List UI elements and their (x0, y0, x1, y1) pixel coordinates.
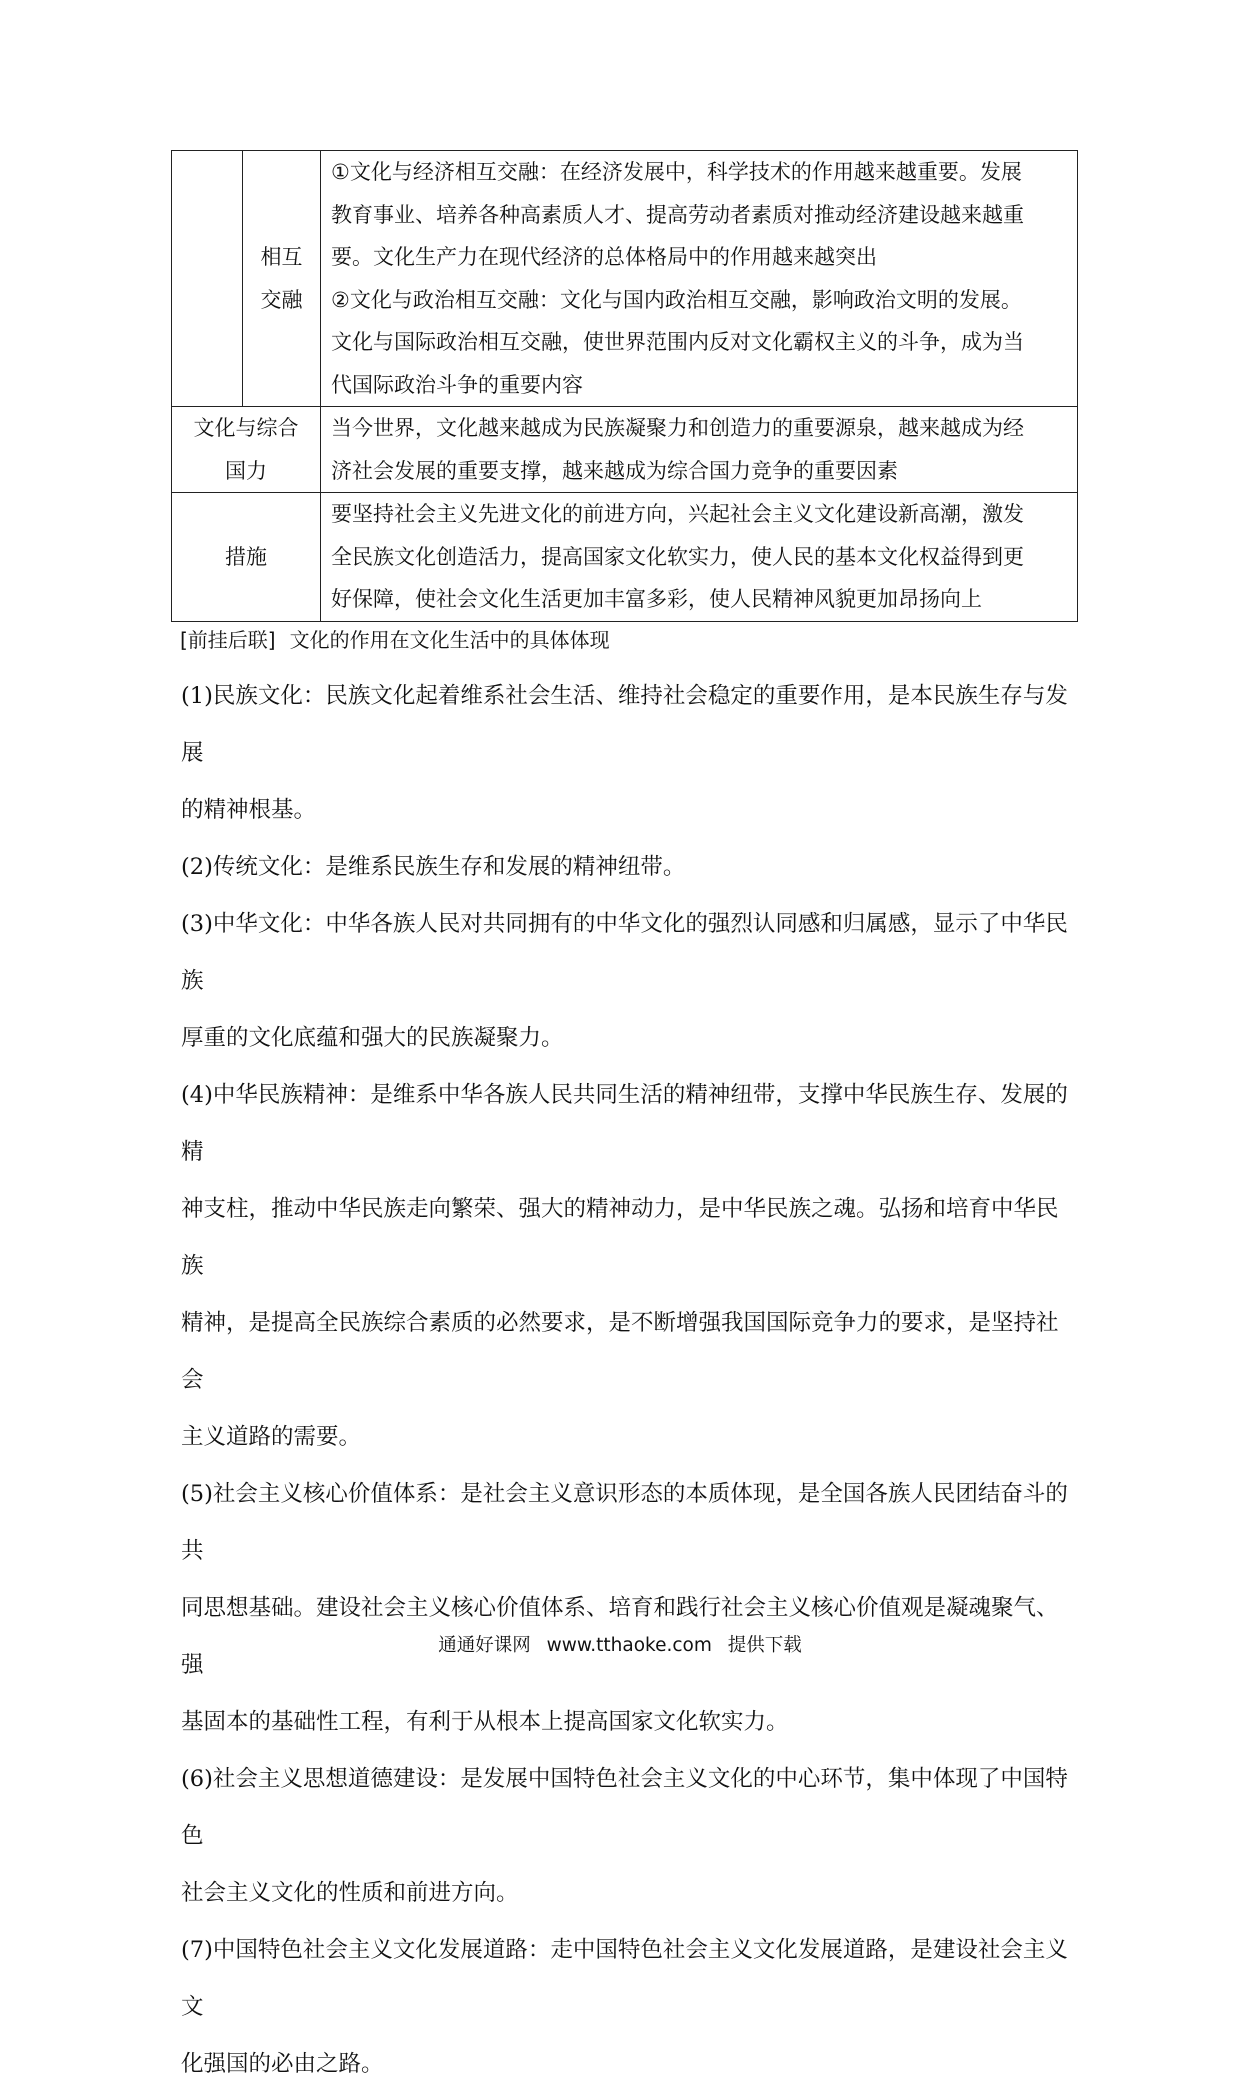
item-line: (3)中华文化：中华各族人民对共同拥有的中华文化的强烈认同感和归属感，显示了中华民族 (181, 911, 1068, 994)
list-item (181, 839, 1071, 896)
item-line: (1)民族文化：民族文化起着维系社会生活、维持社会稳定的重要作用，是本民族生存与发展 (181, 683, 1068, 766)
footer-tail: 提供下载 (727, 1635, 802, 1656)
table-cell-content (321, 493, 1078, 622)
row-label: 文化与综合国力 (193, 416, 299, 483)
item-line: 厚重的文化底蕴和强大的民族凝聚力。 (181, 1025, 564, 1051)
item-line: 化强国的必由之路。 (181, 2051, 384, 2077)
table-row (172, 151, 1078, 407)
table-row (172, 407, 1078, 493)
footer-url: www.tthaoke.com (546, 1635, 712, 1656)
item-line: 精神，是提高全民族综合素质的必然要求，是不断增强我国国际竞争力的要求，是坚持社会 (181, 1310, 1059, 1393)
item-line: 社会主义文化的性质和前进方向。 (181, 1880, 519, 1906)
cell-line: ①文化与经济相互交融：在经济发展中，科学技术的作用越来越重要。发展 (331, 160, 1022, 184)
item-line: (4)中华民族精神：是维系中华各族人民共同生活的精神纽带，支撑中华民族生存、发展的精 (181, 1082, 1068, 1165)
cell-line: 好保障，使社会文化生活更加丰富多彩，使人民精神风貌更加昂扬向上 (331, 587, 982, 611)
row-sublabel: 相互交融 (260, 245, 303, 312)
cell-line: ②文化与政治相互交融：文化与国内政治相互交融，影响政治文明的发展。 (331, 287, 1022, 312)
footer-site: 通通好课网 (438, 1635, 531, 1656)
cross-reference-note (180, 625, 610, 655)
cell-line: 文化与国际政治相互交融，使世界范围内反对文化霸权主义的斗争，成为当 (331, 330, 1024, 354)
cell-line: 全民族文化创造活力，提高国家文化软实力，使人民的基本文化权益得到更 (331, 544, 1024, 569)
item-line: 的精神根基。 (181, 797, 317, 823)
item-line: 神支柱，推动中华民族走向繁荣、强大的精神动力，是中华民族之魂。弘扬和培育中华民族 (181, 1196, 1059, 1279)
note-text: 文化的作用在文化生活中的具体体现 (289, 628, 610, 652)
cell-line: 当今世界，文化越来越成为民族凝聚力和创造力的重要源泉，越来越成为经 (331, 416, 1024, 440)
table-cell-empty (172, 151, 243, 407)
item-line: 主义道路的需要。 (181, 1424, 362, 1450)
table-cell-content (321, 151, 1078, 407)
table-cell-label (172, 407, 321, 493)
list-item (181, 1922, 1071, 2093)
list-item (181, 668, 1071, 839)
item-line: 同思想基础。建设社会主义核心价值体系、培育和践行社会主义核心价值观是凝魂聚气、强 (181, 1595, 1059, 1678)
cell-line: 要坚持社会主义先进文化的前进方向，兴起社会主义文化建设新高潮，激发 (331, 502, 1024, 526)
cell-line: 代国际政治斗争的重要内容 (331, 372, 583, 397)
item-line: 基固本的基础性工程，有利于从根本上提高国家文化软实力。 (181, 1709, 789, 1735)
cell-line: 济社会发展的重要支撑，越来越成为综合国力竞争的重要因素 (331, 458, 898, 483)
item-line: (7)中国特色社会主义文化发展道路：走中国特色社会主义文化发展道路，是建设社会主义文 (181, 1937, 1068, 2020)
summary-table (171, 150, 1078, 622)
note-tag: [前挂后联] (180, 628, 276, 652)
cell-line: 要。文化生产力在现代经济的总体格局中的作用越来越突出 (331, 245, 877, 269)
list-item (181, 1067, 1071, 1466)
table-cell-content (321, 407, 1078, 493)
item-line: (5)社会主义核心价值体系：是社会主义意识形态的本质体现，是全国各族人民团结奋斗的共 (181, 1481, 1068, 1564)
table-cell-label (172, 493, 321, 622)
row-label: 措施 (225, 544, 267, 569)
item-line: (6)社会主义思想道德建设：是发展中国特色社会主义文化的中心环节，集中体现了中国特色 (181, 1766, 1068, 1849)
list-item (181, 1751, 1071, 1922)
item-line: (2)传统文化：是维系民族生存和发展的精神纽带。 (181, 854, 686, 880)
table-cell-sublabel (243, 151, 321, 407)
cell-line: 教育事业、培养各种高素质人才、提高劳动者素质对推动经济建设越来越重 (331, 202, 1024, 227)
list-item (181, 1466, 1071, 1751)
list-item (181, 896, 1071, 1067)
page-footer (0, 1633, 1240, 1659)
body-text (181, 668, 1071, 2093)
table-row (172, 493, 1078, 622)
